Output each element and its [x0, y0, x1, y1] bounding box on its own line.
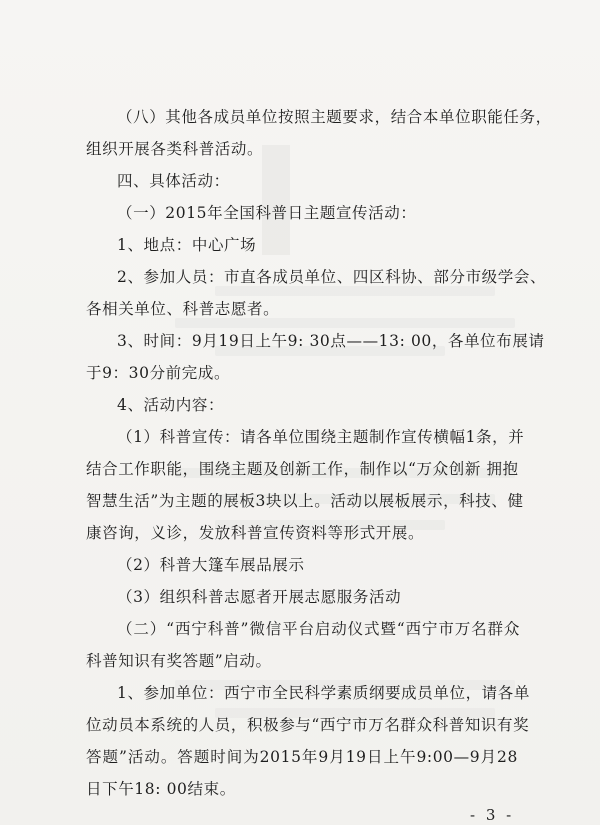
subsection-heading: （二）“西宁科普”微信平台启动仪式暨“西宁市万名群众	[117, 620, 520, 638]
paragraph-line: 3、时间：9月19日上午9: 30点——13: 00，各单位布展请	[117, 332, 545, 350]
paragraph-line: （3）组织科普志愿者开展志愿服务活动	[117, 588, 402, 606]
subsection-heading: （一）2015年全国科普日主题宣传活动：	[117, 204, 417, 222]
paragraph-line: （2）科普大篷车展品展示	[117, 556, 305, 574]
section-heading: 四、具体活动：	[117, 172, 230, 190]
paragraph-line: 于9：30分前完成。	[86, 364, 231, 382]
bleed-through-line	[175, 318, 515, 328]
paragraph-line: 日下午18: 00结束。	[86, 780, 236, 798]
paragraph-line: 答题”活动。答题时间为2015年9月19日上午9:00—9月28	[86, 748, 518, 766]
paragraph-line: 各相关单位、科普志愿者。	[86, 300, 280, 318]
paragraph-line: 2、参加人员：市直各成员单位、四区科协、部分市级学会、	[117, 268, 547, 286]
paragraph-line: 组织开展各类科普活动。	[86, 140, 264, 158]
page-number: - 3 -	[470, 806, 515, 824]
paragraph-line: 1、地点：中心广场	[117, 236, 257, 254]
bleed-through-mark	[262, 145, 290, 255]
paragraph-line: 1、参加单位：西宁市全民科学素质纲要成员单位，请各单	[117, 684, 530, 702]
paragraph-line: （1）科普宣传：请各单位围绕主题制作宣传横幅1条，并	[117, 428, 525, 446]
paragraph-line: （八）其他各成员单位按照主题要求，结合本单位职能任务，	[117, 108, 552, 126]
paragraph-line: 位动员本系统的人员，积极参与“西宁市万名群众科普知识有奖	[86, 716, 530, 734]
paragraph-line: 结合工作职能，围绕主题及创新工作，制作以“万众创新 拥抱	[86, 460, 519, 478]
paragraph-line: 智慧生活”为主题的展板3块以上。活动以展板展示，科技、健	[86, 492, 524, 510]
subsection-heading: 科普知识有奖答题”启动。	[86, 652, 272, 670]
paragraph-line: 4、活动内容：	[117, 396, 225, 414]
bleed-through-line	[215, 286, 495, 296]
paragraph-line: 康咨询，义诊，发放科普宣传资料等形式开展。	[86, 524, 425, 542]
